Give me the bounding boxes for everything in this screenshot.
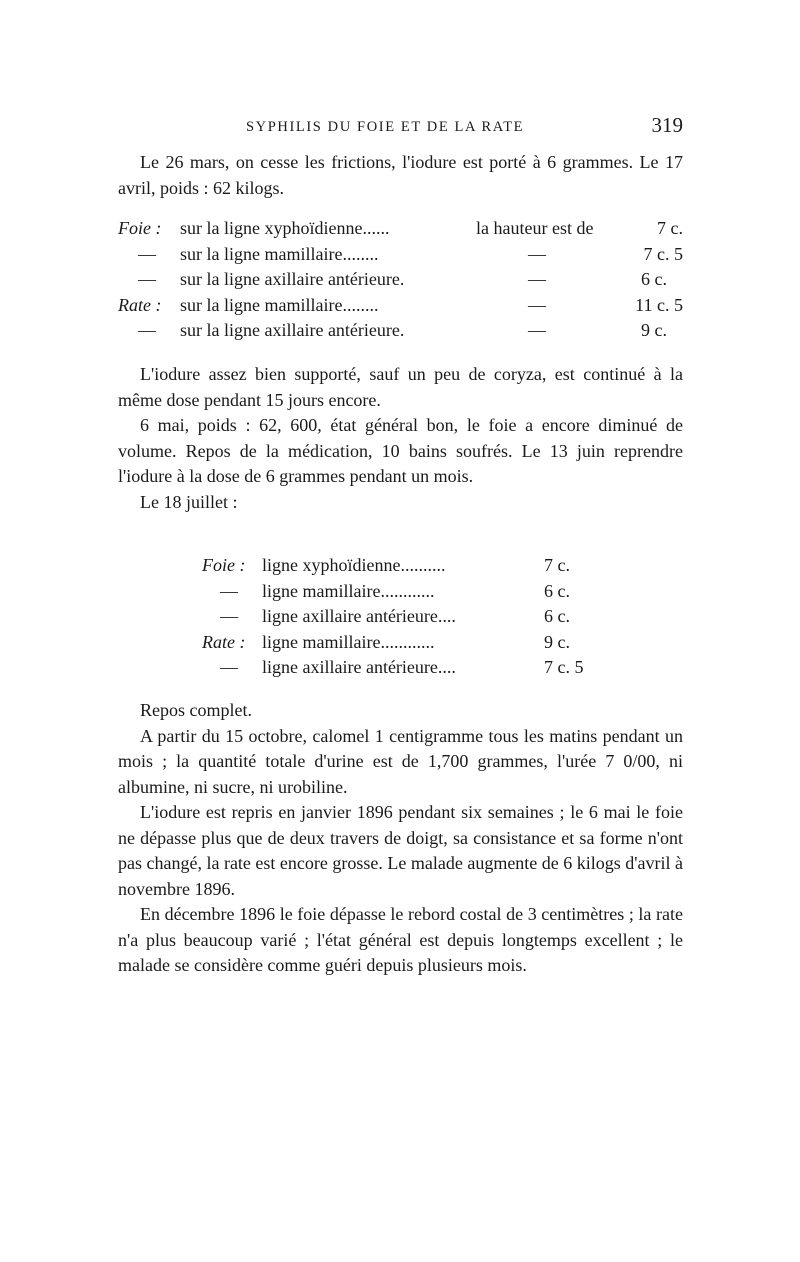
table-row — [118, 318, 683, 344]
measure-value: 7 c. 5 — [643, 243, 683, 264]
site-label: sur la ligne axillaire antérieure. — [180, 320, 405, 340]
site-label: sur la ligne mamillaire........ — [180, 243, 379, 264]
paragraph: A partir du 15 octobre, calomel 1 centigramme tous les matins pendant un mois ; la quantité totale d'urine est de 1,700 grammes, l'urée 7 0/00, ni albumine, ni sucre, ni urobiline. — [118, 725, 683, 797]
table-row — [202, 655, 602, 681]
ditto-mark: — — [138, 320, 156, 340]
measure-value: 6 c. — [544, 580, 570, 601]
measure-value: 7 c. 5 — [544, 657, 584, 677]
ditto-mark: — — [220, 580, 238, 601]
page-number: 319 — [651, 113, 683, 137]
site-label: sur la ligne axillaire antérieure. — [180, 269, 405, 289]
paragraph: Le 18 juillet : — [140, 491, 238, 512]
page-header — [118, 113, 683, 143]
site-label: ligne mamillaire............ — [262, 580, 435, 601]
ditto-mark: — — [220, 606, 238, 626]
table-row — [118, 242, 683, 268]
table-row — [118, 216, 683, 242]
organ-label: Foie : — [118, 218, 162, 238]
table-row — [202, 553, 602, 579]
measurement-table-april — [118, 216, 683, 344]
organ-label: Rate : — [202, 631, 246, 652]
site-label: sur la ligne mamillaire........ — [180, 294, 379, 315]
site-label: ligne axillaire antérieure.... — [262, 657, 456, 677]
measure-value: 9 c. — [641, 320, 667, 340]
paragraph: En décembre 1896 le foie dépasse le rebord costal de 3 centimètres ; la rate n'a plus beaucoup varié ; l'état général est depuis longtemps excellent ; le malade se considère comme guéri depuis plusieurs mois. — [118, 904, 683, 975]
table-row — [118, 267, 683, 293]
table-row — [118, 293, 683, 319]
measure-value: 7 c. — [544, 555, 570, 575]
ditto-mark: — — [528, 243, 546, 264]
table-row — [202, 604, 602, 630]
paragraph: 6 mai, poids : 62, 600, état général bon, le foie a encore diminué de volume. Repos de la médication, 10 bains soufrés. Le 13 juin reprendre l'iodure à la dose de 6 grammes pendant un mois. — [118, 415, 683, 486]
body-paragraphs-1 — [118, 362, 683, 515]
table-row — [202, 579, 602, 605]
organ-label: Rate : — [118, 294, 162, 315]
body-paragraphs-2 — [118, 698, 683, 979]
intro-text: Le 26 mars, on cesse les frictions, l'iodure est porté à 6 grammes. Le 17 avril, poids : 62 kilogs. — [118, 152, 683, 198]
organ-label: Foie : — [202, 555, 246, 575]
ditto-mark: — — [220, 657, 238, 677]
ditto-mark: — — [138, 269, 156, 289]
site-label: ligne xyphoïdienne.......... — [262, 555, 446, 575]
paragraph: L'iodure assez bien supporté, sauf un peu de coryza, est continué à la même dose pendant 15 jours encore. — [118, 364, 683, 410]
measure-value: 7 c. — [657, 218, 683, 238]
table-row — [202, 630, 602, 656]
site-label: ligne axillaire antérieure.... — [262, 606, 456, 626]
measure-value: 11 c. 5 — [635, 294, 683, 315]
paragraph: Repos complet. — [140, 700, 252, 720]
paragraph: L'iodure est repris en janvier 1896 pendant six semaines ; le 6 mai le foie ne dépasse plus que de deux travers de doigt, sa consistance et sa forme n'ont pas changé, la rate est encore grosse. Le malade augmente de 6 kilogs d'avril à novembre 1896. — [118, 802, 684, 899]
measure-value: 6 c. — [544, 606, 570, 626]
hauteur-label: la hauteur est de — [476, 218, 594, 238]
site-label: sur la ligne xyphoïdienne...... — [180, 218, 390, 238]
measure-value: 6 c. — [641, 269, 667, 289]
measurement-table-july — [202, 553, 602, 681]
measure-value: 9 c. — [544, 631, 570, 652]
ditto-mark: — — [528, 294, 546, 315]
intro-paragraph — [118, 150, 683, 201]
ditto-mark: — — [528, 320, 546, 340]
ditto-mark: — — [138, 243, 156, 264]
site-label: ligne mamillaire............ — [262, 631, 435, 652]
ditto-mark: — — [528, 269, 546, 289]
running-title: SYPHILIS DU FOIE ET DE LA RATE — [246, 119, 525, 135]
